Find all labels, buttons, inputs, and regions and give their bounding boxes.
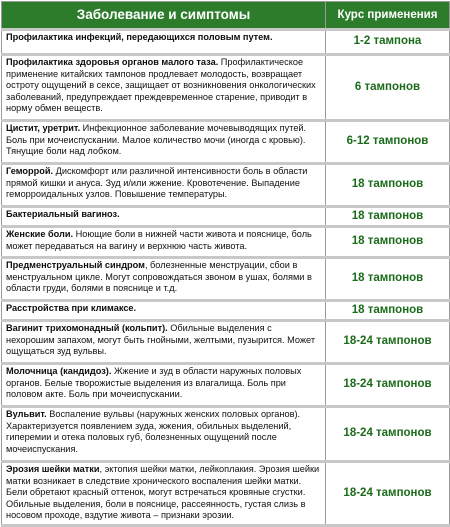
disease-name: Геморрой. — [6, 166, 54, 176]
disease-name: Вульвит. — [6, 409, 47, 419]
disease-cell — [2, 55, 326, 121]
disease-desc: , болезненные менструации, сбои в менструальном цикле. Могут сопровождаться звоном в ушах, болями в области груди, болями в пояснице и т.д. — [6, 260, 312, 293]
disease-cell — [2, 364, 326, 407]
course-cell: 1-2 тампона — [326, 30, 450, 55]
table-row — [2, 301, 450, 321]
table-row — [2, 407, 450, 462]
disease-desc: Воспаление вульвы (наружных женских половых органов). Характеризуется появлением зуда, жжения, обильных выделений, гиперемии и отека половых губ, болезненных ощущений после мочеиспускания. — [6, 409, 301, 454]
treatment-table — [1, 1, 450, 527]
course-cell: 18 тампонов — [326, 207, 450, 227]
disease-cell — [2, 207, 326, 227]
disease-desc: , эктопия шейки матки, лейкоплакия. Эрозия шейки матки возникает в следствие хронического воспаления шейки матки. Бели обретают красный оттенок, могут встречаться кровяные сгустки. Обильные выделения, боли в пояснице, рассеянность, густая слизь в носовом проходе, вздутие живота – признаки эрозии. — [6, 464, 320, 520]
table-row — [2, 30, 450, 55]
header-course: Курс применения — [326, 2, 450, 30]
disease-cell — [2, 407, 326, 462]
course-cell: 18-24 тампонов — [326, 364, 450, 407]
table-row — [2, 364, 450, 407]
table-row — [2, 207, 450, 227]
disease-desc: Жжение и зуд в области наружных половых органов. Белые творожистые выделения из влагалища. Боль при половом акте. Боль при мочеиспускании. — [6, 366, 302, 399]
table-row — [2, 321, 450, 364]
disease-cell — [2, 30, 326, 55]
course-cell: 18 тампонов — [326, 164, 450, 207]
course-cell: 18 тампонов — [326, 227, 450, 258]
course-cell: 18-24 тампонов — [326, 462, 450, 526]
course-cell: 18-24 тампонов — [326, 407, 450, 462]
disease-name: Эрозия шейки матки — [6, 464, 100, 474]
disease-cell — [2, 258, 326, 301]
disease-name: Молочница (кандидоз). — [6, 366, 112, 376]
disease-cell — [2, 462, 326, 526]
table-row — [2, 164, 450, 207]
disease-cell — [2, 227, 326, 258]
disease-cell — [2, 301, 326, 321]
course-cell: 18 тампонов — [326, 258, 450, 301]
disease-desc: Дискомфорт или различной интенсивности боль в области прямой кишки и ануса. Зуд и/или жжение. Кровотечение. Выпадение геморроидальных узлов. Повышение температуры. — [6, 166, 308, 199]
disease-name: Предменструальный синдром — [6, 260, 145, 270]
course-cell: 18 тампонов — [326, 301, 450, 321]
disease-name: Вагинит трихомонадный (кольпит). — [6, 323, 168, 333]
disease-cell — [2, 321, 326, 364]
disease-cell — [2, 121, 326, 164]
disease-desc: Инфекционное заболевание мочевыводящих путей. Боль при мочеиспускании. Малое количество мочи (иногда с кровью). Тянущие боли над лобком. — [6, 123, 307, 156]
table-row — [2, 55, 450, 121]
disease-name: Женские боли. — [6, 229, 74, 239]
course-cell: 6-12 тампонов — [326, 121, 450, 164]
course-cell: 6 тампонов — [326, 55, 450, 121]
table-row — [2, 462, 450, 526]
table-header-row — [2, 2, 450, 30]
table-row — [2, 227, 450, 258]
table-row — [2, 258, 450, 301]
disease-name: Цистит, уретрит. — [6, 123, 81, 133]
disease-name: Бактериальный вагиноз. — [6, 209, 120, 219]
disease-desc: Обильные выделения с нехорошим запахом, могут быть гнойными, желтыми, пузырится. Может ощущаться зуд вульвы. — [6, 323, 316, 356]
disease-cell — [2, 164, 326, 207]
table-row — [2, 121, 450, 164]
course-cell: 18-24 тампонов — [326, 321, 450, 364]
disease-name: Профилактика инфекций, передающихся половым путем. — [6, 32, 273, 42]
disease-desc: Профилактическое применение китайских тампонов продлевает молодость, возвращает остроту ощущений в сексе, защищает от возникновения онкологических заболеваний, предупреждает преждевременное старение, приводит в норму обмен веществ. — [6, 57, 316, 113]
disease-name: Профилактика здоровья органов малого таза. — [6, 57, 219, 67]
header-disease: Заболевание и симптомы — [2, 2, 326, 30]
disease-name: Расстройства при климаксе. — [6, 303, 137, 313]
disease-desc: Ноющие боли в нижней части живота и пояснице, боль может передаваться на вагину и верхнюю часть живота. — [6, 229, 312, 251]
